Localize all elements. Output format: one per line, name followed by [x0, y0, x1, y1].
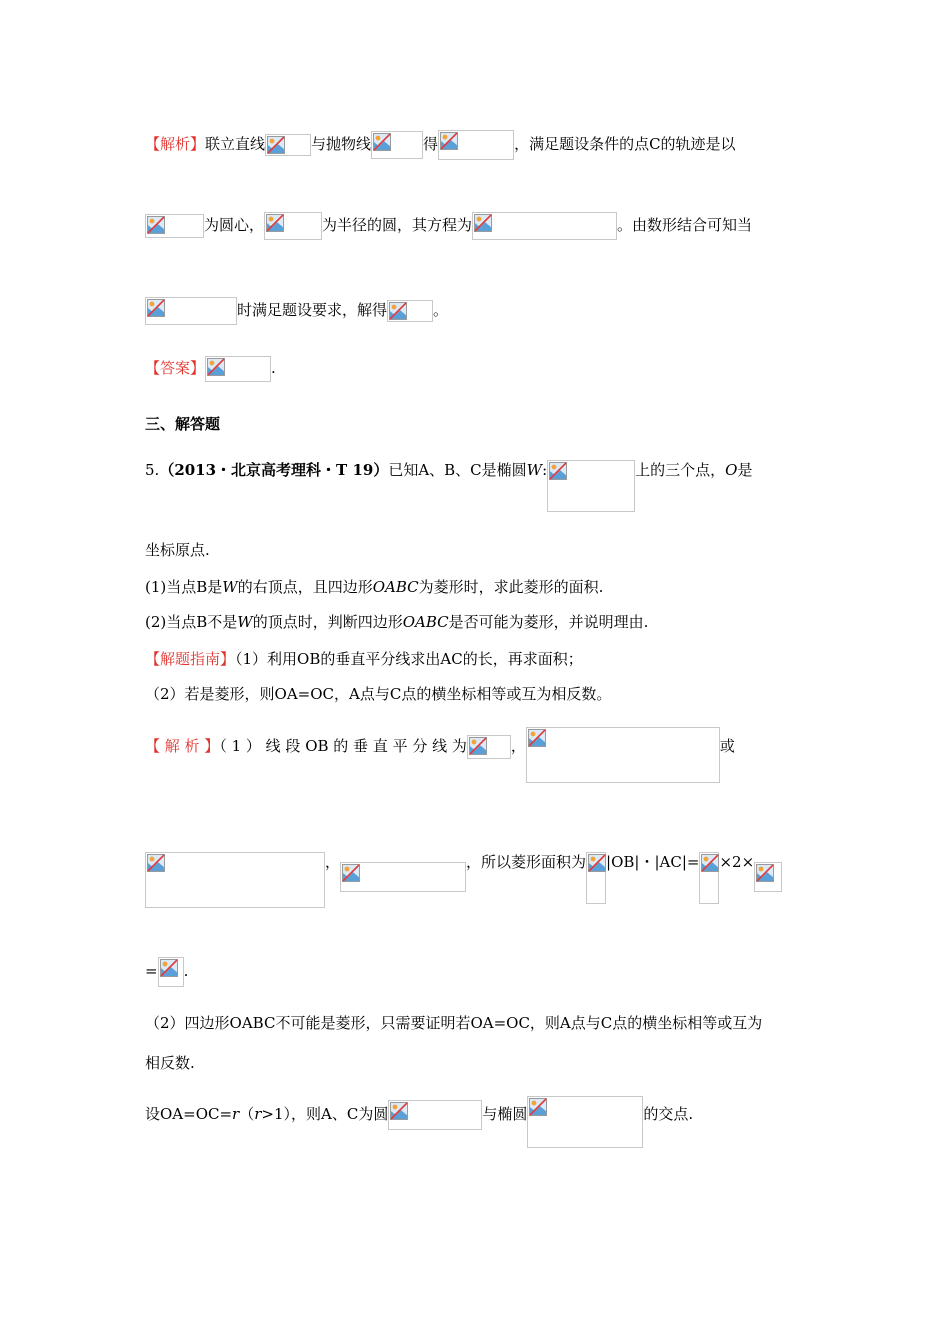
- formula-image: [264, 212, 322, 240]
- formula-image: [371, 131, 423, 159]
- broken-image-icon: [267, 136, 285, 154]
- broken-image-icon: [440, 132, 458, 150]
- question-5: 5.（2013・北京高考理科・T 19）已知A、B、C是椭圆W: 上的三个点，O是: [145, 460, 753, 512]
- formula-image: [158, 957, 184, 987]
- broken-image-icon: [147, 854, 165, 872]
- solution-line-6: 设OA=OC=r（r>1），则A、C为圆 与椭圆 的交点.: [145, 1100, 693, 1148]
- sub-question-2: (2)当点B不是W的顶点时，判断四边形OABC是否可能为菱形，并说明理由.: [145, 613, 649, 631]
- formula-image: [340, 862, 466, 892]
- formula-image: [547, 460, 635, 512]
- broken-image-icon: [528, 729, 546, 747]
- formula-image: [145, 214, 204, 238]
- broken-image-icon: [373, 133, 391, 151]
- analysis-tag: 【 解 析 】: [145, 737, 220, 755]
- solution-line-3: = .: [145, 957, 188, 987]
- answer-line: 【答案】 .: [145, 356, 276, 382]
- analysis-tag: 【解析】: [145, 135, 206, 153]
- formula-image: [265, 134, 311, 156]
- formula-image: [438, 130, 514, 160]
- formula-image: [467, 735, 511, 759]
- formula-image: [145, 852, 325, 908]
- answer-tag: 【答案】: [145, 359, 206, 377]
- guide-tag: 【解题指南】: [145, 650, 236, 668]
- broken-image-icon: [390, 1102, 408, 1120]
- formula-image: [586, 852, 606, 904]
- section-heading: 三、解答题: [145, 415, 221, 433]
- formula-image: [205, 356, 271, 382]
- solution-line-5: 相反数.: [145, 1054, 195, 1072]
- formula-image: [527, 1096, 643, 1148]
- analysis-line-2: 为圆心， 为半径的圆，其方程为 。由数形结合可知当: [145, 212, 752, 240]
- broken-image-icon: [469, 737, 487, 755]
- formula-image: [699, 852, 719, 904]
- formula-image: [387, 300, 433, 322]
- analysis-line-1: 【解析】联立直线 与抛物线 得 ，满足题设条件的点C的轨迹是以: [145, 130, 736, 160]
- broken-image-icon: [389, 302, 407, 320]
- question-source: （2013・北京高考理科・T 19）: [159, 461, 389, 479]
- guide-line-2: （2）若是菱形，则OA=OC，A点与C点的横坐标相等或互为相反数。: [145, 685, 612, 703]
- solution-line-2: ， ，所以菱形面积为 |OB|・|AC|= ×2×: [145, 852, 782, 908]
- solution-line-4: （2）四边形OABC不可能是菱形，只需要证明若OA=OC，则A点与C点的横坐标相等或互为: [145, 1014, 763, 1032]
- broken-image-icon: [529, 1098, 547, 1116]
- guide-line-1: 【解题指南】（1）利用OB的垂直平分线求出AC的长，再求面积；: [145, 650, 583, 668]
- broken-image-icon: [147, 299, 165, 317]
- broken-image-icon: [474, 214, 492, 232]
- formula-image: [754, 862, 782, 892]
- broken-image-icon: [701, 854, 719, 872]
- broken-image-icon: [588, 854, 606, 872]
- formula-image: [526, 727, 720, 783]
- broken-image-icon: [266, 214, 284, 232]
- broken-image-icon: [207, 358, 225, 376]
- question-5-continued: 坐标原点.: [145, 541, 210, 559]
- solution-line-1: 【 解 析 】（ 1 ） 线 段 OB 的 垂 直 平 分 线 为 ， 或: [145, 735, 735, 783]
- formula-image: [388, 1100, 482, 1130]
- broken-image-icon: [549, 462, 567, 480]
- formula-image: [472, 212, 617, 240]
- broken-image-icon: [147, 216, 165, 234]
- broken-image-icon: [756, 864, 774, 882]
- broken-image-icon: [160, 959, 178, 977]
- analysis-line-3: 时满足题设要求，解得 。: [145, 297, 448, 325]
- sub-question-1: (1)当点B是W的右顶点，且四边形OABC为菱形时，求此菱形的面积.: [145, 578, 604, 596]
- formula-image: [145, 297, 237, 325]
- broken-image-icon: [342, 864, 360, 882]
